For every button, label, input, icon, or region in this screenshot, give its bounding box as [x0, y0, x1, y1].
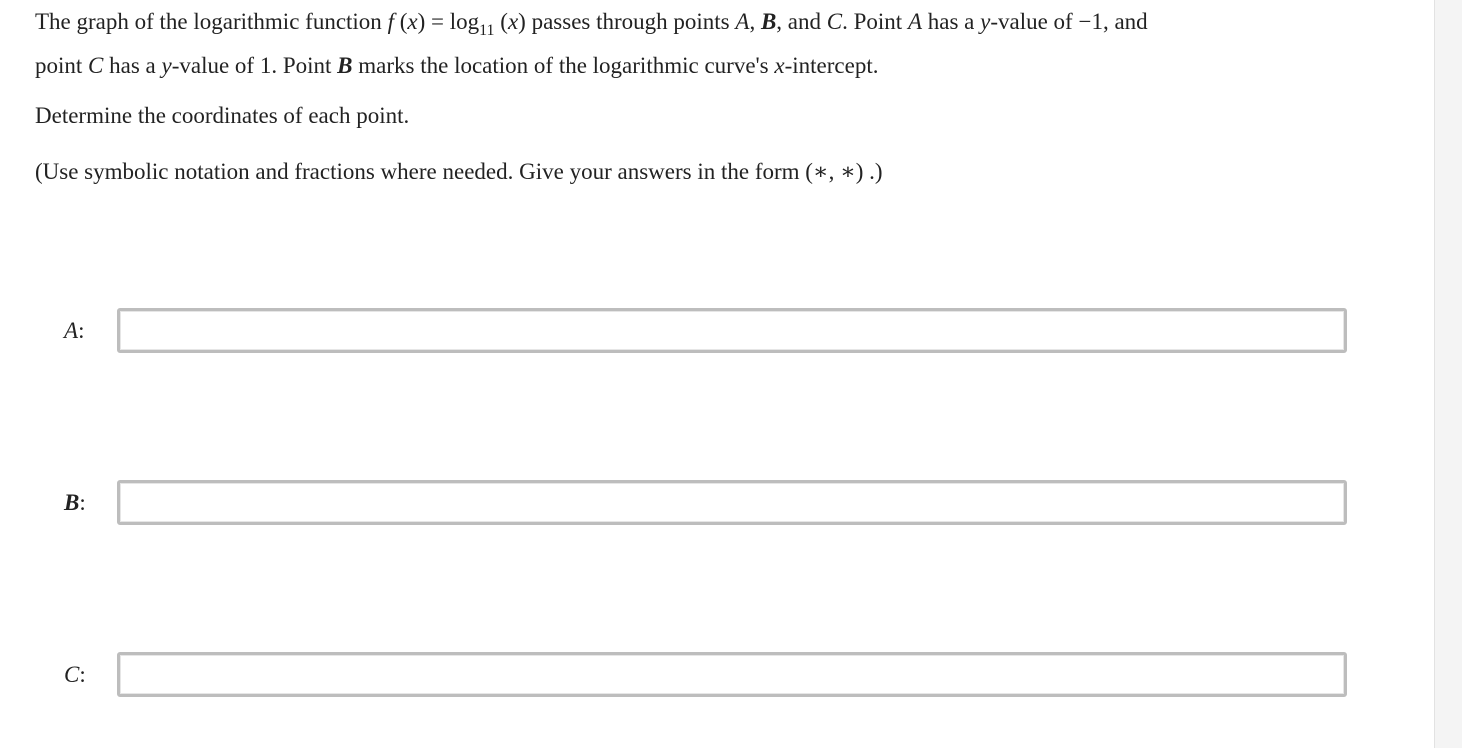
answer-label-a: A: — [64, 318, 85, 343]
scrollbar-gutter[interactable] — [1434, 0, 1462, 748]
answer-row-a — [0, 308, 1434, 354]
question-text-segment: ) = log — [417, 9, 480, 34]
math-symbol: x — [407, 9, 418, 34]
question-text — [35, 1, 1425, 86]
question-text-segment: marks the location of the logarithmic curve's — [352, 53, 775, 78]
question-text-segment: -value of −1, and — [990, 9, 1148, 34]
answer-row-c — [0, 652, 1434, 698]
instruction-text: Determine the coordinates of each point. — [35, 103, 410, 128]
math-symbol: y — [980, 9, 991, 34]
question-text-segment: point — [35, 53, 89, 78]
answer-label-a-letter: A — [64, 318, 79, 343]
question-text-segment: , and — [776, 9, 827, 34]
question-text-segment: has a — [922, 9, 981, 34]
question-text-segment: -value of 1. Point — [171, 53, 338, 78]
question-text-segment: has a — [103, 53, 162, 78]
answer-row-b — [0, 480, 1434, 526]
question-text-segment: ) passes through points — [518, 9, 736, 34]
answer-input-c[interactable] — [117, 652, 1347, 697]
math-symbol: f — [387, 9, 394, 34]
math-symbol: A — [735, 9, 750, 34]
math-symbol: C — [826, 9, 843, 34]
answer-label-b-letter: B — [64, 490, 80, 515]
math-symbol: x — [507, 9, 519, 34]
format-note: (Use symbolic notation and fractions where needed. Give your answers in the form (∗, ∗) .) — [35, 159, 883, 184]
answer-label-c: C: — [64, 662, 86, 687]
question-text-segment: , — [749, 9, 761, 34]
math-symbol: C — [88, 53, 104, 78]
question-text-segment: The graph of the logarithmic function — [35, 9, 388, 34]
question-text-segment: ( — [494, 9, 508, 34]
math-symbol: A — [907, 9, 922, 34]
math-symbol: B — [760, 9, 777, 34]
question-text-segment: . Point — [842, 9, 908, 34]
question-text-segment: ( — [393, 9, 408, 34]
math-symbol: B — [337, 53, 353, 78]
math-symbol: x — [774, 53, 785, 78]
answer-label-c-letter: C — [64, 662, 80, 687]
answer-label-b: B: — [64, 490, 86, 515]
answer-input-a[interactable] — [117, 308, 1347, 353]
question-text-segment: -intercept. — [784, 53, 879, 78]
answer-input-b[interactable] — [117, 480, 1347, 525]
math-symbol: y — [161, 53, 172, 78]
log-base-subscript: 11 — [479, 22, 495, 39]
